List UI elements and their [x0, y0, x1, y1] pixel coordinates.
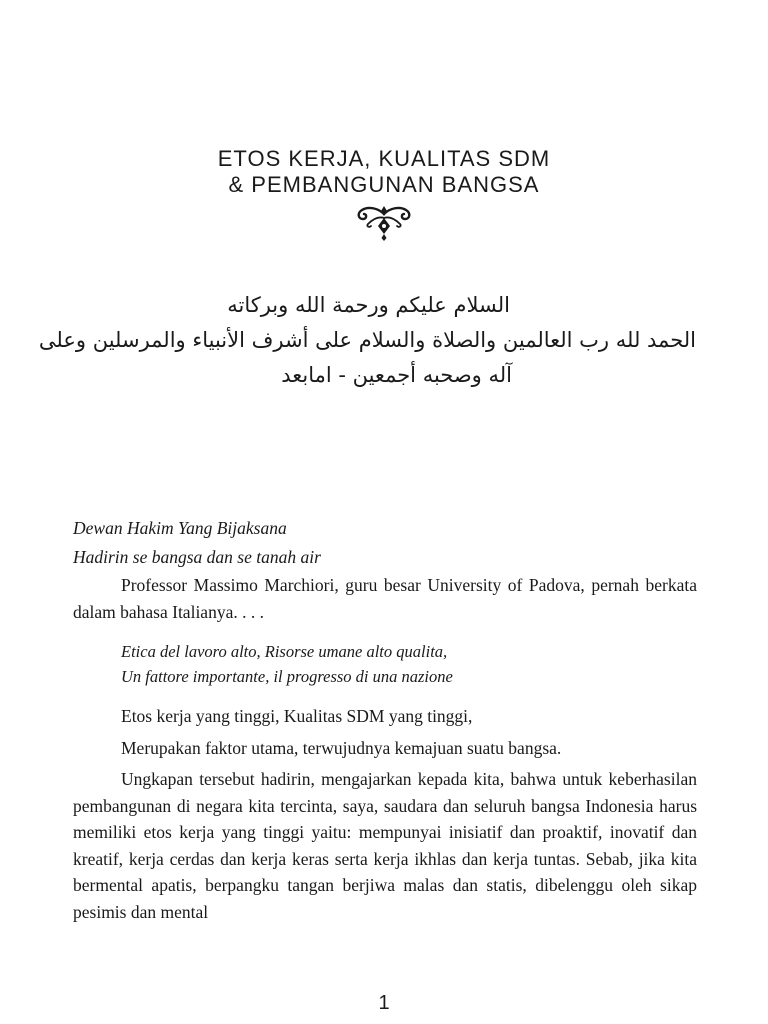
title-line-2: & PEMBANGUNAN BANGSA — [228, 172, 540, 197]
title-line-1: ETOS KERJA, KUALITAS SDM — [217, 146, 551, 171]
paragraph-2: Etos kerja yang tinggi, Kualitas SDM yang tinggi, — [121, 706, 473, 726]
paragraph-4: Ungkapan tersebut hadirin, mengajarkan kepada kita, bahwa untuk keberhasilan pembangunan di negara kita tercinta, saya, saudara dan seluruh bangsa Indonesia harus memiliki etos kerja yang tinggi yaitu: mempunyai inisiatif dan proaktif, inovatif dan kreatif, kerja cerdas dan kerja keras serta kerja ikhlas dan kerja tuntas. Sebab, jika kita bermental apatis, berpangku tangan berjiwa malas dan statis, dibelenggu oleh sikap pesimis dan mental — [73, 769, 697, 922]
arabic-line-1: السلام عليكم ورحمة الله وبركاته — [227, 293, 510, 317]
paragraph-3: Merupakan faktor utama, terwujudnya kemajuan suatu bangsa. — [121, 737, 562, 758]
quote-line-2: Un fattore importante, il progresso di una nazione — [121, 667, 453, 686]
floral-ornament-icon — [354, 204, 414, 242]
salutation-line-1: Dewan Hakim Yang Bijaksana — [73, 518, 287, 538]
italian-quote — [121, 639, 697, 689]
speech-body — [73, 514, 697, 925]
page-title — [0, 146, 768, 198]
arabic-greeting — [38, 288, 696, 393]
paragraph-1: Professor Massimo Marchiori, guru besar University of Padova, pernah berkata dalam bahasa Italianya. . . . — [73, 575, 697, 622]
arabic-line-3: آله وصحبه أجمعين - امابعد — [281, 363, 512, 387]
salutation-line-2: Hadirin se bangsa dan se tanah air — [73, 547, 321, 567]
arabic-line-2: الحمد لله رب العالمين والصلاة والسلام على أشرف الأنبياء والمرسلين وعلى — [38, 328, 696, 352]
page-number: 1 — [378, 992, 390, 1014]
quote-line-1: Etica del lavoro alto, Risorse umane alto qualita, — [121, 642, 448, 661]
